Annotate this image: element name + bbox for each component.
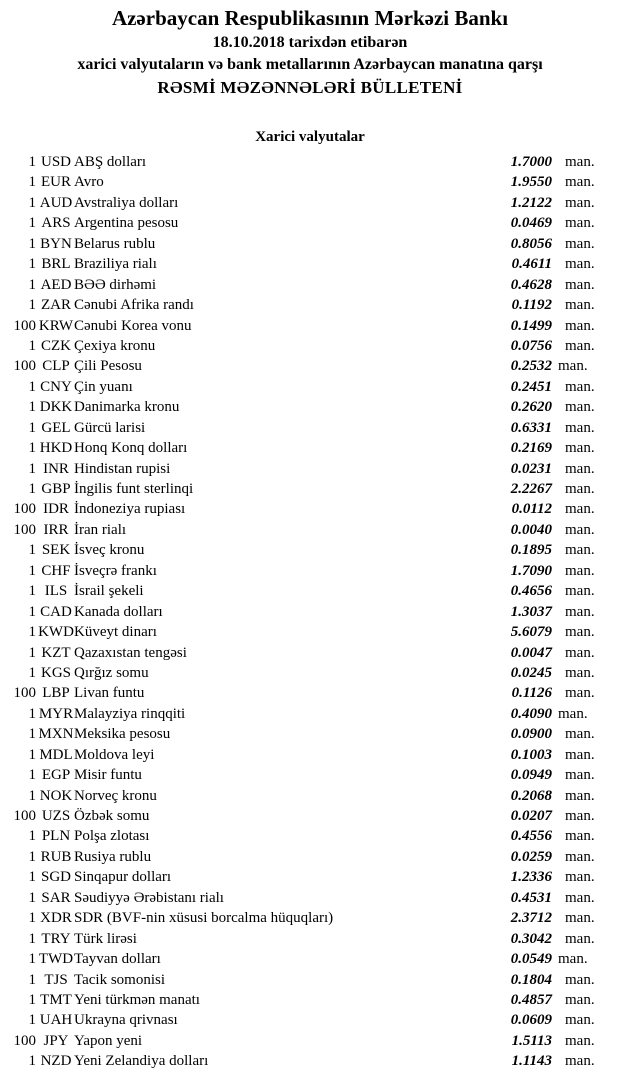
unit-label: man. <box>565 1012 595 1029</box>
effective-date-line: 18.10.2018 tarixdən etibarən <box>212 34 408 51</box>
unit-label: man. <box>558 358 588 375</box>
nominal-quantity: 1 <box>28 276 36 293</box>
currency-row <box>0 172 620 192</box>
currency-name: Çin yuanı <box>74 378 133 395</box>
nominal-quantity: 1 <box>28 951 36 968</box>
nominal-quantity: 1 <box>28 624 36 641</box>
unit-label: man. <box>565 317 595 334</box>
subtitle-line: xarici valyutaların və bank metallarının Azərbaycan manatına qarşı <box>77 56 543 73</box>
nominal-quantity: 1 <box>28 194 36 211</box>
exchange-rate: 0.4090 <box>510 705 552 722</box>
currency-row <box>0 213 620 233</box>
nominal-quantity: 1 <box>28 767 36 784</box>
currency-name: Tacik somonisi <box>74 971 166 988</box>
unit-label: man. <box>565 521 595 538</box>
currency-name: Belarus rublu <box>74 235 156 252</box>
currency-row <box>0 1010 620 1030</box>
exchange-rate: 0.0259 <box>510 848 552 865</box>
nominal-quantity: 100 <box>13 317 36 334</box>
currency-code: IRR <box>43 521 69 538</box>
currency-name: Qazaxıstan tengəsi <box>74 644 187 661</box>
exchange-rate: 2.2267 <box>510 481 552 497</box>
currency-name: Yeni türkmən manatı <box>74 991 200 1008</box>
unit-label: man. <box>565 256 595 273</box>
unit-label: man. <box>565 562 595 579</box>
exchange-rate: 1.1143 <box>511 1053 552 1070</box>
currency-code: HKD <box>39 440 73 457</box>
currency-code: NOK <box>39 787 73 804</box>
unit-label: man. <box>565 399 595 416</box>
currency-row <box>0 479 620 499</box>
currency-code: INR <box>43 460 69 477</box>
currency-row <box>0 316 620 336</box>
currency-code: KZT <box>41 644 71 661</box>
unit-label: man. <box>565 971 595 988</box>
unit-label: man. <box>565 276 595 293</box>
currency-row <box>0 970 620 990</box>
currency-code: EUR <box>41 174 71 191</box>
exchange-rate: 0.2068 <box>510 787 552 804</box>
currency-code: MDL <box>39 746 73 763</box>
currency-name: Malayziya rinqqiti <box>74 705 186 722</box>
nominal-quantity: 100 <box>13 685 36 702</box>
exchange-rate: 1.7000 <box>510 154 552 170</box>
currency-name: Cənubi Afrika randı <box>74 297 194 314</box>
currency-row <box>0 724 620 744</box>
nominal-quantity: 1 <box>28 787 36 804</box>
exchange-rate: 0.0245 <box>510 664 552 681</box>
currency-rates-table <box>0 152 620 1072</box>
nominal-quantity: 100 <box>13 521 36 538</box>
nominal-quantity: 100 <box>13 501 36 518</box>
currency-row <box>0 663 620 683</box>
unit-label: man. <box>565 1053 595 1070</box>
currency-name: Hindistan rupisi <box>74 460 171 477</box>
nominal-quantity: 100 <box>13 1032 36 1049</box>
currency-name: İran rialı <box>74 521 127 538</box>
nominal-quantity: 1 <box>28 848 36 865</box>
currency-code: BYN <box>40 235 72 252</box>
exchange-rate: 0.2169 <box>510 440 552 457</box>
unit-label: man. <box>565 889 595 906</box>
currency-row <box>0 806 620 826</box>
nominal-quantity: 1 <box>28 481 36 497</box>
bulletin-header <box>0 0 620 99</box>
currency-code: SEK <box>41 542 71 559</box>
currency-name: İsveçrə frankı <box>74 562 157 579</box>
unit-label: man. <box>565 787 595 804</box>
unit-label: man. <box>565 481 595 497</box>
exchange-rate: 0.4857 <box>510 991 552 1008</box>
nominal-quantity: 1 <box>28 419 36 436</box>
currency-code: USD <box>40 154 71 170</box>
nominal-quantity: 1 <box>28 910 36 927</box>
unit-label: man. <box>565 603 595 620</box>
nominal-quantity: 1 <box>28 562 36 579</box>
currency-name: Honq Konq dolları <box>74 440 188 457</box>
exchange-rate: 1.2122 <box>510 194 552 211</box>
nominal-quantity: 1 <box>28 726 36 743</box>
exchange-rate: 0.1804 <box>510 971 552 988</box>
currency-code: JPY <box>43 1032 69 1049</box>
unit-label: man. <box>558 705 588 722</box>
currency-row <box>0 254 620 274</box>
unit-label: man. <box>565 828 595 845</box>
exchange-rate: 0.2532 <box>510 358 552 375</box>
unit-label: man. <box>565 460 595 477</box>
section-title-foreign-currencies: Xarici valyutalar <box>255 129 365 145</box>
bank-title: Azərbaycan Respublikasının Mərkəzi Bankı <box>111 6 509 30</box>
currency-name: Gürcü larisi <box>74 419 146 436</box>
currency-code: TWD <box>38 951 74 968</box>
currency-code: CAD <box>40 603 72 620</box>
exchange-rate: 0.0231 <box>510 460 552 477</box>
currency-row <box>0 929 620 949</box>
currency-code: GEL <box>41 419 71 436</box>
currency-code: SAR <box>41 889 71 906</box>
nominal-quantity: 100 <box>13 358 36 375</box>
nominal-quantity: 1 <box>28 337 36 354</box>
exchange-rate: 2.3712 <box>510 910 552 927</box>
nominal-quantity: 1 <box>28 828 36 845</box>
exchange-rate: 0.1499 <box>510 317 552 334</box>
currency-row <box>0 990 620 1010</box>
currency-name: Danimarka kronu <box>74 399 180 416</box>
currency-row <box>0 520 620 540</box>
currency-row <box>0 949 620 969</box>
currency-code: PLN <box>41 828 71 845</box>
currency-row <box>0 643 620 663</box>
currency-row <box>0 540 620 560</box>
unit-label: man. <box>565 1032 595 1049</box>
nominal-quantity: 1 <box>28 542 36 559</box>
currency-name: Braziliya rialı <box>74 256 157 273</box>
currency-row <box>0 1031 620 1051</box>
currency-row <box>0 561 620 581</box>
unit-label: man. <box>565 746 595 763</box>
exchange-rate: 0.8056 <box>510 235 552 252</box>
currency-name: Avstraliya dolları <box>74 194 179 211</box>
currency-row <box>0 356 620 376</box>
currency-row <box>0 683 620 703</box>
nominal-quantity: 1 <box>28 746 36 763</box>
nominal-quantity: 1 <box>28 889 36 906</box>
currency-name: Argentina pesosu <box>74 215 179 232</box>
currency-code: KWD <box>38 624 74 641</box>
exchange-rate: 0.0900 <box>510 726 552 743</box>
nominal-quantity: 100 <box>13 808 36 824</box>
currency-name: Küveyt dinarı <box>74 624 157 641</box>
currency-name: Çili Pesosu <box>74 358 142 375</box>
currency-code: GBP <box>41 481 71 497</box>
currency-code: XDR <box>40 910 72 927</box>
currency-name: Norveç kronu <box>74 787 157 804</box>
currency-name: Türk lirəsi <box>74 930 137 947</box>
nominal-quantity: 1 <box>28 399 36 416</box>
currency-code: ARS <box>41 215 71 232</box>
currency-row <box>0 908 620 928</box>
currency-name: İsrail şekeli <box>74 583 144 600</box>
exchange-rate: 0.0549 <box>510 951 552 968</box>
currency-code: TJS <box>44 971 68 988</box>
exchange-rate: 0.4531 <box>510 889 552 906</box>
currency-code: AED <box>40 276 72 293</box>
nominal-quantity: 1 <box>28 174 36 191</box>
nominal-quantity: 1 <box>28 1053 36 1070</box>
currency-code: UZS <box>41 808 71 824</box>
exchange-rate: 0.0756 <box>510 337 552 354</box>
unit-label: man. <box>565 194 595 211</box>
currency-code: MXN <box>38 726 74 743</box>
currency-code: LBP <box>42 685 70 702</box>
unit-label: man. <box>565 910 595 927</box>
currency-row <box>0 418 620 438</box>
currency-row <box>0 622 620 642</box>
exchange-rate: 1.7090 <box>510 562 552 579</box>
nominal-quantity: 1 <box>28 154 36 170</box>
exchange-rate: 0.0112 <box>511 501 552 518</box>
nominal-quantity: 1 <box>28 297 36 314</box>
currency-name: Avro <box>74 174 104 191</box>
exchange-rate: 0.4556 <box>510 828 552 845</box>
nominal-quantity: 1 <box>28 378 36 395</box>
exchange-rate: 5.6079 <box>510 624 552 641</box>
currency-row <box>0 888 620 908</box>
currency-row <box>0 847 620 867</box>
currency-name: Livan funtu <box>74 685 145 702</box>
unit-label: man. <box>565 235 595 252</box>
currency-name: Çexiya kronu <box>74 337 156 354</box>
currency-name: Sinqapur dolları <box>74 869 172 886</box>
unit-label: man. <box>565 440 595 457</box>
unit-label: man. <box>565 297 595 314</box>
nominal-quantity: 1 <box>28 235 36 252</box>
nominal-quantity: 1 <box>28 930 36 947</box>
currency-name: Polşa zlotası <box>74 828 150 845</box>
currency-name: Misir funtu <box>74 767 142 784</box>
exchange-rate: 1.2336 <box>510 869 552 886</box>
exchange-rate: 0.1126 <box>511 685 552 702</box>
unit-label: man. <box>565 808 595 824</box>
currency-code: SGD <box>40 869 71 886</box>
unit-label: man. <box>565 542 595 559</box>
unit-label: man. <box>565 624 595 641</box>
currency-code: KRW <box>38 317 74 334</box>
currency-code: CNY <box>40 378 72 395</box>
exchange-rate: 0.1192 <box>511 297 552 314</box>
unit-label: man. <box>565 644 595 661</box>
nominal-quantity: 1 <box>28 991 36 1008</box>
exchange-rate: 1.3037 <box>510 603 552 620</box>
currency-name: Yapon yeni <box>74 1032 143 1049</box>
nominal-quantity: 1 <box>28 1012 36 1029</box>
currency-code: ILS <box>44 583 68 600</box>
currency-name: Qırğız somu <box>74 664 149 681</box>
nominal-quantity: 1 <box>28 971 36 988</box>
unit-label: man. <box>565 991 595 1008</box>
currency-code: NZD <box>40 1053 72 1070</box>
currency-name: BƏƏ dirhəmi <box>74 276 157 293</box>
currency-row <box>0 275 620 295</box>
currency-name: SDR (BVF-nin xüsusi borcalma hüquqları) <box>74 910 334 927</box>
currency-code: MYR <box>38 705 74 722</box>
currency-code: AUD <box>39 194 73 211</box>
currency-row <box>0 397 620 417</box>
currency-row <box>0 745 620 765</box>
currency-name: Cənubi Korea vonu <box>74 317 192 334</box>
currency-row <box>0 602 620 622</box>
currency-code: DKK <box>39 399 73 416</box>
currency-row <box>0 193 620 213</box>
currency-row <box>0 826 620 846</box>
nominal-quantity: 1 <box>28 664 36 681</box>
currency-code: BRL <box>41 256 71 273</box>
exchange-rate: 0.1895 <box>510 542 552 559</box>
exchange-rate: 0.3042 <box>510 930 552 947</box>
currency-name: Yeni Zelandiya dolları <box>74 1053 209 1070</box>
currency-row <box>0 581 620 601</box>
currency-row <box>0 459 620 479</box>
exchange-rate: 0.6331 <box>510 419 552 436</box>
nominal-quantity: 1 <box>28 603 36 620</box>
currency-row <box>0 152 620 172</box>
nominal-quantity: 1 <box>28 256 36 273</box>
exchange-rate: 0.0469 <box>510 215 552 232</box>
currency-name: Rusiya rublu <box>74 848 152 865</box>
nominal-quantity: 1 <box>28 440 36 457</box>
currency-name: İsveç kronu <box>74 542 145 559</box>
unit-label: man. <box>565 583 595 600</box>
unit-label: man. <box>565 685 595 702</box>
currency-name: Kanada dolları <box>74 603 163 620</box>
currency-name: Meksika pesosu <box>74 726 171 743</box>
currency-row <box>0 336 620 356</box>
currency-row <box>0 234 620 254</box>
currency-code: UAH <box>39 1012 73 1029</box>
exchange-rate: 1.9550 <box>510 174 552 191</box>
currency-row <box>0 295 620 315</box>
currency-code: KGS <box>40 664 71 681</box>
unit-label: man. <box>565 154 595 170</box>
unit-label: man. <box>565 501 595 518</box>
currency-name: İngilis funt sterlinqi <box>74 481 194 497</box>
currency-row <box>0 499 620 519</box>
unit-label: man. <box>558 951 588 968</box>
nominal-quantity: 1 <box>28 215 36 232</box>
currency-code: RUB <box>40 848 72 865</box>
currency-code: CZK <box>41 337 71 354</box>
unit-label: man. <box>565 664 595 681</box>
currency-code: CHF <box>41 562 71 579</box>
unit-label: man. <box>565 174 595 191</box>
currency-row <box>0 786 620 806</box>
exchange-rate: 0.2451 <box>510 378 552 395</box>
currency-row <box>0 765 620 785</box>
exchange-rate: 0.2620 <box>510 399 552 416</box>
exchange-rate: 0.4656 <box>510 583 552 600</box>
exchange-rate: 0.0040 <box>510 521 552 538</box>
currency-row <box>0 704 620 724</box>
currency-code: ZAR <box>41 297 71 314</box>
currency-row <box>0 377 620 397</box>
currency-code: TRY <box>41 930 71 947</box>
currency-name: Səudiyyə Ərəbistanı rialı <box>74 889 224 906</box>
nominal-quantity: 1 <box>28 644 36 661</box>
currency-code: EGP <box>41 767 71 784</box>
unit-label: man. <box>565 767 595 784</box>
unit-label: man. <box>565 215 595 232</box>
unit-label: man. <box>565 930 595 947</box>
unit-label: man. <box>565 419 595 436</box>
currency-name: ABŞ dolları <box>74 154 147 170</box>
unit-label: man. <box>565 869 595 886</box>
currency-row <box>0 1051 620 1071</box>
nominal-quantity: 1 <box>28 705 36 722</box>
unit-label: man. <box>565 848 595 865</box>
currency-row <box>0 867 620 887</box>
nominal-quantity: 1 <box>28 869 36 886</box>
nominal-quantity: 1 <box>28 460 36 477</box>
exchange-rate: 0.0609 <box>510 1012 552 1029</box>
exchange-rate: 0.0047 <box>510 644 552 661</box>
currency-name: Moldova leyi <box>74 746 155 763</box>
unit-label: man. <box>565 337 595 354</box>
exchange-rate: 0.0949 <box>510 767 552 784</box>
currency-row <box>0 438 620 458</box>
nominal-quantity: 1 <box>28 583 36 600</box>
exchange-rate: 0.0207 <box>510 808 552 824</box>
currency-name: Ukrayna qrivnası <box>74 1012 178 1029</box>
currency-code: CLP <box>42 358 70 375</box>
currency-name: Tayvan dolları <box>74 951 161 968</box>
exchange-rate: 0.4628 <box>510 276 552 293</box>
exchange-rate: 0.4611 <box>511 256 552 273</box>
exchange-rate: 1.5113 <box>511 1032 552 1049</box>
unit-label: man. <box>565 378 595 395</box>
currency-code: TMT <box>40 991 72 1008</box>
exchange-rate: 0.1003 <box>510 746 552 763</box>
currency-code: IDR <box>43 501 69 518</box>
unit-label: man. <box>565 726 595 743</box>
bulletin-title: RƏSMİ MƏZƏNNƏLƏRİ BÜLLETENİ <box>157 78 463 97</box>
currency-name: İndoneziya rupiası <box>74 501 186 518</box>
currency-name: Özbək somu <box>74 808 150 824</box>
